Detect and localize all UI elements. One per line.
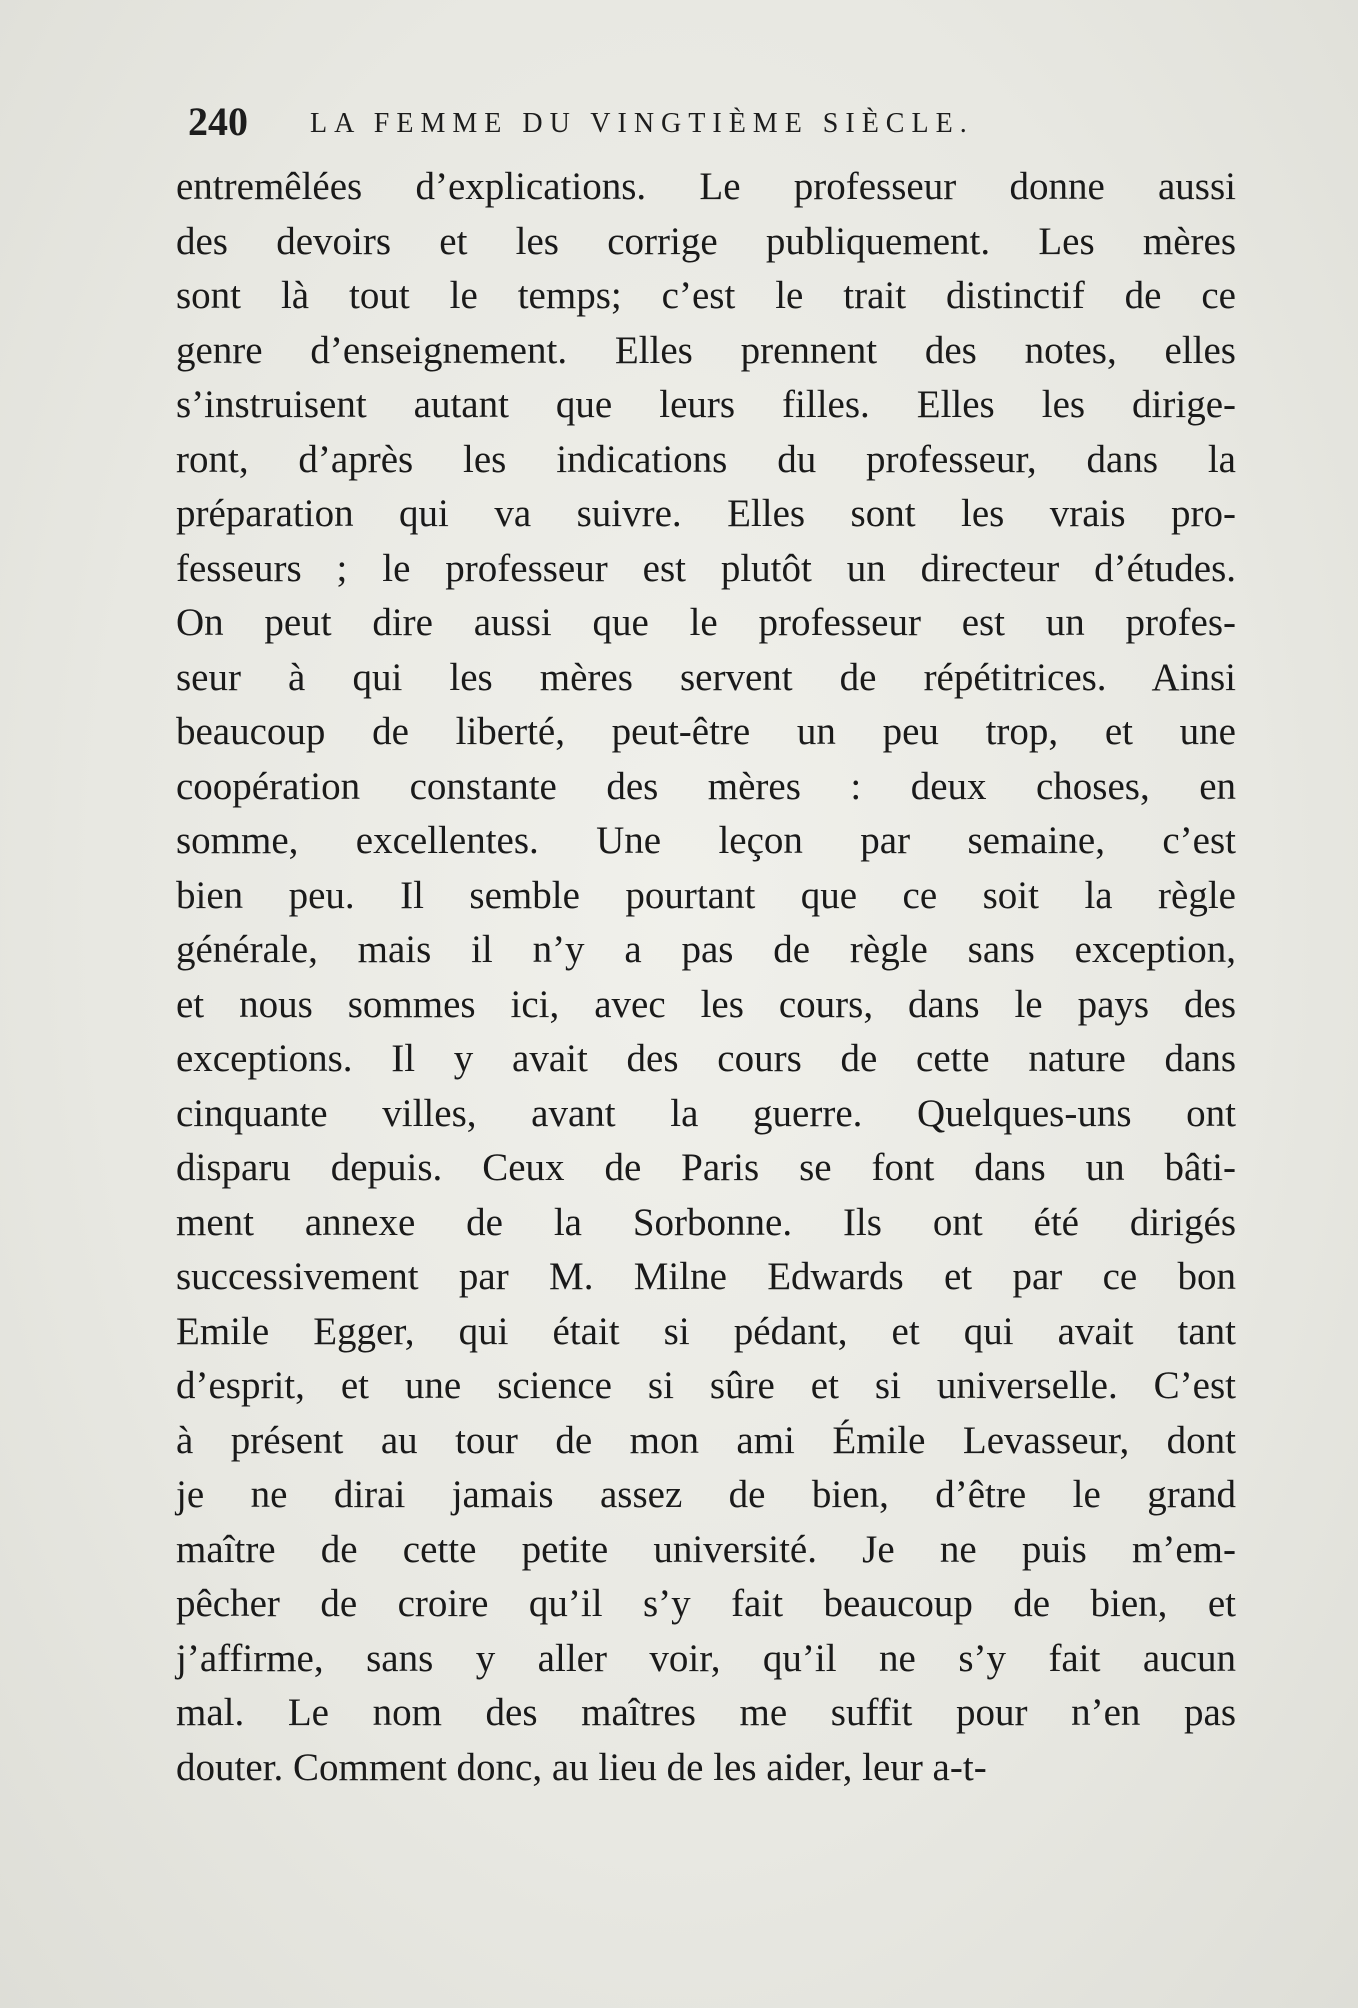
text-line: ment annexe de la Sorbonne. Ils ont été dirigés [176,1200,1236,1244]
text-line: entremêlées d’explications. Le professeur donne aussi [176,165,1236,208]
text-line: maître de cette petite université. Je ne puis m’em- [176,1527,1236,1571]
text-line: générale, mais il n’y a pas de règle sans exception, [176,928,1236,971]
text-line: s’instruisent autant que leurs filles. Elles les dirige- [176,383,1236,426]
text-line: cinquante villes, avant la guerre. Quelques-uns ont [176,1091,1236,1135]
text-line: fesseurs ; le professeur est plutôt un directeur d’études. [176,546,1236,590]
text-line: exceptions. Il y avait des cours de cette nature dans [176,1037,1236,1080]
text-line: On peut dire aussi que le professeur est un profes- [176,601,1236,644]
body-text [176,160,1236,1795]
text-line: somme, excellentes. Une leçon par semaine, c’est [176,819,1236,862]
running-title: LA FEMME DU VINGTIÈME SIÈCLE. [310,108,974,139]
text-line: et nous sommes ici, avec les cours, dans le pays des [176,982,1236,1026]
text-line: ront, d’après les indications du professeur, dans la [176,437,1236,481]
text-line: genre d’enseignement. Elles prennent des notes, elles [176,328,1236,372]
page-number: 240 [188,99,248,144]
text-line: seur à qui les mères servent de répétitrices. Ainsi [176,655,1236,699]
text-line: bien peu. Il semble pourtant que ce soit la règle [176,873,1236,917]
text-line: sont là tout le temps; c’est le trait distinctif de ce [176,274,1236,317]
text-line: à présent au tour de mon ami Émile Levasseur, dont [176,1418,1236,1462]
text-line: préparation qui va suivre. Elles sont les vrais pro- [176,492,1236,535]
text-line: douter. Comment donc, au lieu de les aider, leur a-t- [176,1745,987,1789]
text-line: mal. Le nom des maîtres me suffit pour n’en pas [176,1691,1236,1734]
text-line: j’affirme, sans y aller voir, qu’il ne s’y fait aucun [176,1636,1236,1680]
text-line: je ne dirai jamais assez de bien, d’être le grand [176,1473,1236,1516]
text-line: coopération constante des mères : deux choses, en [176,764,1236,808]
text-line: disparu depuis. Ceux de Paris se font dans un bâti- [176,1146,1236,1189]
text-line: pêcher de croire qu’il s’y fait beaucoup de bien, et [176,1582,1236,1625]
text-line: Emile Egger, qui était si pédant, et qui avait tant [176,1309,1236,1353]
text-line: successivement par M. Milne Edwards et par ce bon [176,1255,1236,1298]
text-line: d’esprit, et une science si sûre et si universelle. C’est [176,1364,1236,1407]
page-header [188,98,1148,148]
text-line: des devoirs et les corrige publiquement. Les mères [176,219,1236,263]
text-line: beaucoup de liberté, peut-être un peu trop, et une [176,710,1236,753]
